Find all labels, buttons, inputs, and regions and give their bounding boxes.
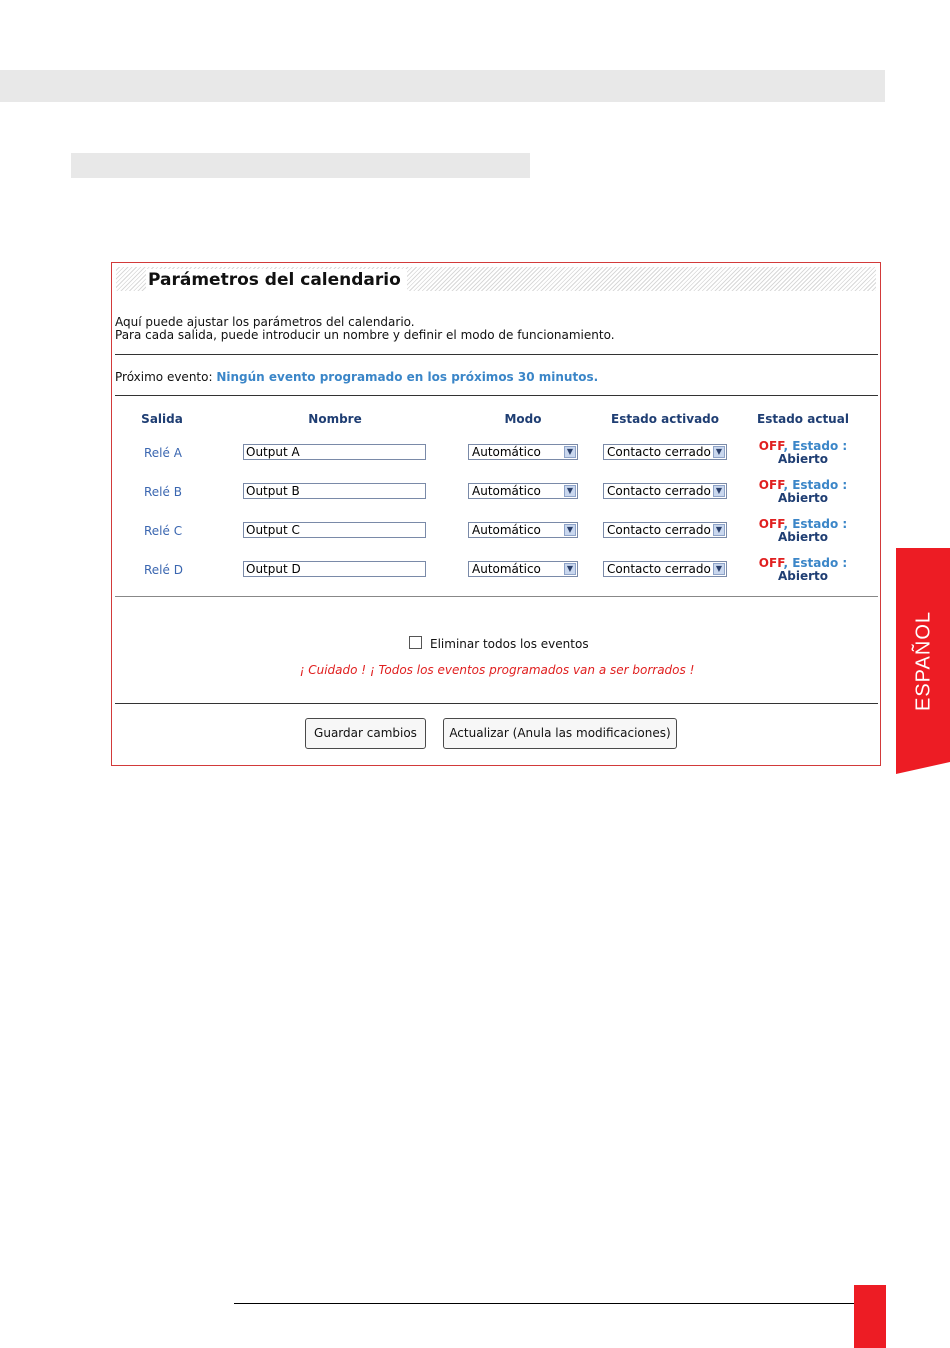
mode-select[interactable]	[468, 483, 578, 499]
panel-header	[116, 267, 876, 291]
current-state	[748, 479, 858, 505]
mode-select-value: Automático	[472, 523, 541, 537]
active-state-value: Contacto cerrado	[607, 523, 711, 537]
state-value: Abierto	[777, 530, 829, 544]
footer-rule	[234, 1303, 854, 1304]
chevron-down-icon: ▼	[713, 446, 725, 458]
current-state	[748, 518, 858, 544]
chevron-down-icon: ▼	[713, 524, 725, 536]
language-tab-label-wrap	[897, 548, 950, 774]
header-modo: Modo	[504, 412, 542, 426]
divider	[115, 395, 878, 396]
chevron-down-icon: ▼	[564, 563, 576, 575]
state-label: Estado :	[792, 478, 848, 492]
row-label-salida: Relé A	[144, 446, 182, 460]
active-state-select[interactable]	[603, 561, 727, 577]
intro-line-2: Para cada salida, puede introducir un nombre y definir el modo de funcionamiento.	[115, 328, 615, 342]
mode-select[interactable]	[468, 522, 578, 538]
header-estado-actual: Estado actual	[757, 412, 849, 426]
active-state-select[interactable]	[603, 444, 727, 460]
intro-text	[115, 316, 615, 342]
subheader-band	[71, 153, 530, 178]
row-label-salida: Relé D	[144, 563, 183, 577]
next-event-label: Próximo evento:	[115, 370, 213, 384]
refresh-button[interactable]: Actualizar (Anula las modificaciones)	[443, 718, 677, 749]
mode-select-value: Automático	[472, 562, 541, 576]
divider	[115, 354, 878, 355]
mode-select[interactable]	[468, 561, 578, 577]
name-input[interactable]	[243, 483, 426, 499]
active-state-value: Contacto cerrado	[607, 562, 711, 576]
delete-all-option[interactable]	[409, 636, 589, 651]
chevron-down-icon: ▼	[564, 485, 576, 497]
active-state-value: Contacto cerrado	[607, 484, 711, 498]
panel-title: Parámetros del calendario	[146, 269, 407, 291]
state-sep: ,	[783, 439, 789, 453]
delete-warning: ¡ Cuidado ! ¡ Todos los eventos programados van a ser borrados !	[299, 663, 695, 677]
calendar-settings-panel	[111, 262, 881, 766]
state-value: Abierto	[777, 491, 829, 505]
state-sep: ,	[783, 478, 789, 492]
save-button[interactable]: Guardar cambios	[305, 718, 426, 749]
state-off: OFF	[758, 517, 784, 531]
header-estado-activado: Estado activado	[611, 412, 719, 426]
chevron-down-icon: ▼	[713, 563, 725, 575]
divider	[115, 596, 878, 597]
mode-select-value: Automático	[472, 484, 541, 498]
intro-line-1: Aquí puede ajustar los parámetros del calendario.	[115, 315, 415, 329]
state-off: OFF	[758, 478, 784, 492]
state-label: Estado :	[792, 556, 848, 570]
header-band	[0, 70, 885, 102]
name-input[interactable]	[243, 561, 426, 577]
footer-tab	[854, 1285, 886, 1348]
state-off: OFF	[758, 556, 784, 570]
header-salida: Salida	[141, 412, 183, 426]
next-event	[115, 370, 598, 384]
state-sep: ,	[783, 556, 789, 570]
chevron-down-icon: ▼	[564, 524, 576, 536]
state-value: Abierto	[777, 452, 829, 466]
delete-all-label: Eliminar todos los eventos	[430, 637, 589, 651]
active-state-value: Contacto cerrado	[607, 445, 711, 459]
state-label: Estado :	[792, 517, 848, 531]
active-state-select[interactable]	[603, 483, 727, 499]
chevron-down-icon: ▼	[713, 485, 725, 497]
state-value: Abierto	[777, 569, 829, 583]
name-input[interactable]	[243, 444, 426, 460]
current-state	[748, 440, 858, 466]
row-label-salida: Relé B	[144, 485, 182, 499]
header-nombre: Nombre	[308, 412, 362, 426]
state-sep: ,	[783, 517, 789, 531]
language-tab-label: ESPAÑOL	[912, 611, 934, 711]
active-state-select[interactable]	[603, 522, 727, 538]
row-label-salida: Relé C	[144, 524, 183, 538]
next-event-value: Ningún evento programado en los próximos 30 minutos.	[216, 370, 599, 384]
state-off: OFF	[758, 439, 784, 453]
mode-select-value: Automático	[472, 445, 541, 459]
state-label: Estado :	[792, 439, 848, 453]
current-state	[748, 557, 858, 583]
delete-all-checkbox[interactable]	[409, 636, 422, 649]
divider	[115, 703, 878, 704]
chevron-down-icon: ▼	[564, 446, 576, 458]
mode-select[interactable]	[468, 444, 578, 460]
name-input[interactable]	[243, 522, 426, 538]
